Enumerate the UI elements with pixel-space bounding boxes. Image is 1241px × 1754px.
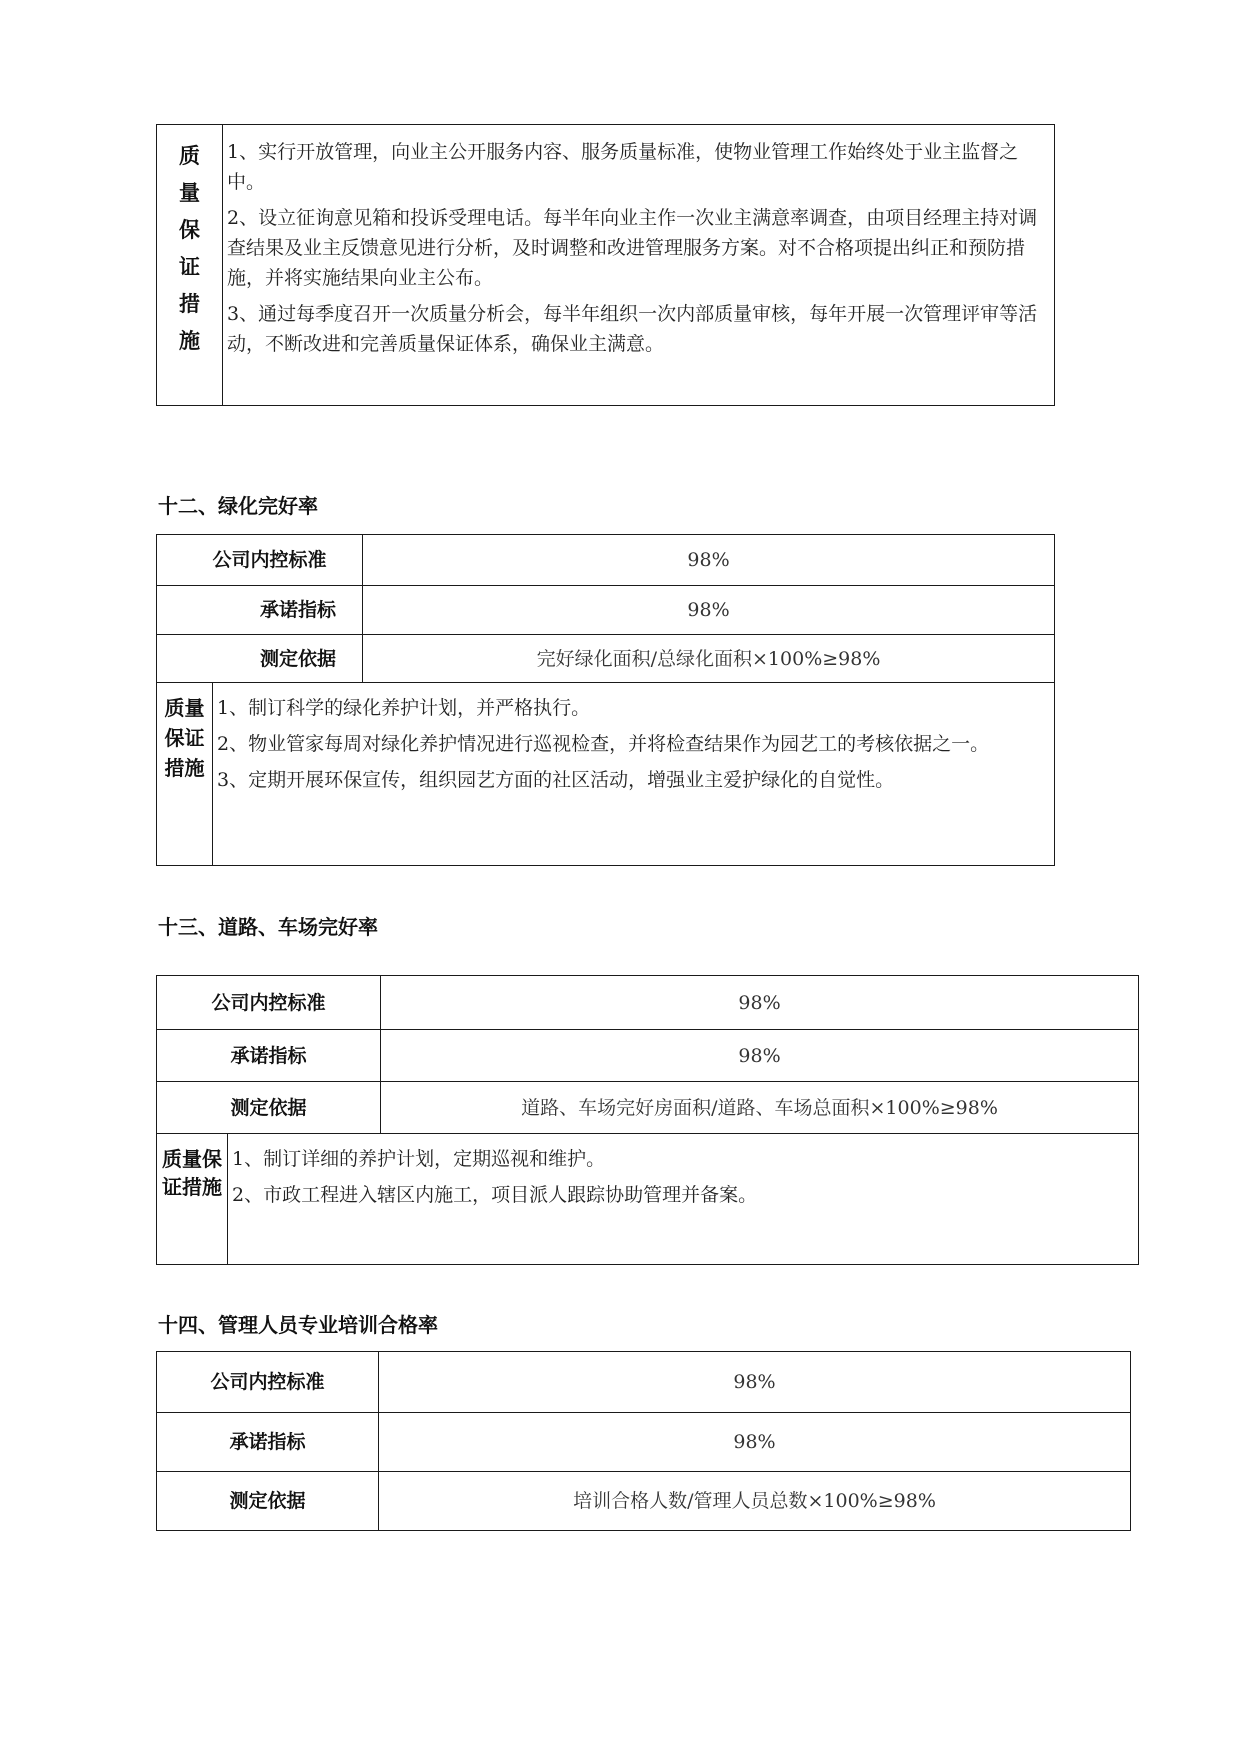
measure-item: 3、定期开展环保宣传，组织园艺方面的社区活动，增强业主爱护绿化的自觉性。 bbox=[217, 769, 895, 791]
measure-item: 1、制订科学的绿化养护计划，并严格执行。 bbox=[217, 697, 591, 719]
row-label: 承诺指标 bbox=[157, 1413, 379, 1471]
section-heading-training: 十四、管理人员专业培训合格率 bbox=[158, 1313, 438, 1337]
measure-item: 1、制订详细的养护计划，定期巡视和维护。 bbox=[232, 1148, 606, 1170]
table bbox=[156, 534, 1055, 866]
measure-item: 2、市政工程进入辖区内施工，项目派人跟踪协助管理并备案。 bbox=[232, 1184, 758, 1206]
measure-item: 1、实行开放管理，向业主公开服务内容、服务质量标准，使物业管理工作始终处于业主监督之中。 bbox=[227, 141, 1019, 193]
quality-measures-table-top bbox=[156, 124, 1055, 406]
label-char: 保 bbox=[179, 218, 200, 242]
row-label: 测定依据 bbox=[157, 1471, 379, 1530]
row-label: 公司内控标准 bbox=[157, 535, 363, 586]
row-label: 公司内控标准 bbox=[157, 976, 381, 1030]
row-value: 98% bbox=[363, 535, 1055, 586]
label-char: 措 bbox=[179, 292, 200, 316]
row-label: 测定依据 bbox=[157, 635, 363, 683]
greening-table bbox=[156, 534, 1055, 866]
label-char: 措施 bbox=[164, 756, 205, 780]
row-value: 98% bbox=[379, 1352, 1131, 1413]
measures-text-cell bbox=[228, 1134, 1139, 1265]
row-label: 承诺指标 bbox=[157, 1030, 381, 1082]
row-value: 完好绿化面积/总绿化面积×100%≥98% bbox=[363, 635, 1055, 683]
row-value: 98% bbox=[379, 1413, 1131, 1471]
measure-item: 2、设立征询意见箱和投诉受理电话。每半年向业主作一次业主满意率调查，由项目经理主持对调查结果及业主反馈意见进行分析，及时调整和改进管理服务方案。对不合格项提出纠正和预防措施，并将实施结果向业主公布。 bbox=[227, 207, 1038, 289]
measure-item: 3、通过每季度召开一次质量分析会，每半年组织一次内部质量审核，每年开展一次管理评审等活动，不断改进和完善质量保证体系，确保业主满意。 bbox=[227, 303, 1038, 355]
label-char: 质量 bbox=[164, 696, 205, 720]
label-char: 证措施 bbox=[162, 1175, 222, 1199]
measures-label-cell bbox=[157, 683, 213, 866]
row-value: 道路、车场完好房面积/道路、车场总面积×100%≥98% bbox=[381, 1082, 1139, 1134]
row-value: 98% bbox=[381, 1030, 1139, 1082]
roads-table bbox=[156, 975, 1139, 1265]
label-char: 质量保 bbox=[162, 1147, 222, 1171]
measures-text-cell bbox=[213, 683, 1055, 866]
training-table bbox=[156, 1351, 1131, 1531]
section-heading-roads: 十三、道路、车场完好率 bbox=[158, 915, 378, 939]
label-char: 证 bbox=[179, 255, 200, 279]
measures-label-cell bbox=[157, 1134, 228, 1265]
row-value: 培训合格人数/管理人员总数×100%≥98% bbox=[379, 1471, 1131, 1530]
measure-item: 2、物业管家每周对绿化养护情况进行巡视检查，并将检查结果作为园艺工的考核依据之一。 bbox=[217, 733, 990, 755]
row-label: 公司内控标准 bbox=[157, 1352, 379, 1413]
table bbox=[156, 124, 1055, 406]
label-char: 量 bbox=[179, 181, 200, 205]
label-char: 质 bbox=[179, 144, 200, 168]
row-label: 承诺指标 bbox=[157, 586, 363, 635]
table bbox=[156, 975, 1139, 1265]
label-char: 保证 bbox=[164, 726, 205, 750]
row-label: 测定依据 bbox=[157, 1082, 381, 1134]
row-value: 98% bbox=[381, 976, 1139, 1030]
measures-text-cell bbox=[223, 125, 1055, 406]
label-char: 施 bbox=[179, 329, 200, 353]
row-value: 98% bbox=[363, 586, 1055, 635]
measures-label-cell bbox=[157, 125, 223, 406]
section-heading-greening: 十二、绿化完好率 bbox=[158, 494, 318, 518]
table bbox=[156, 1351, 1131, 1531]
